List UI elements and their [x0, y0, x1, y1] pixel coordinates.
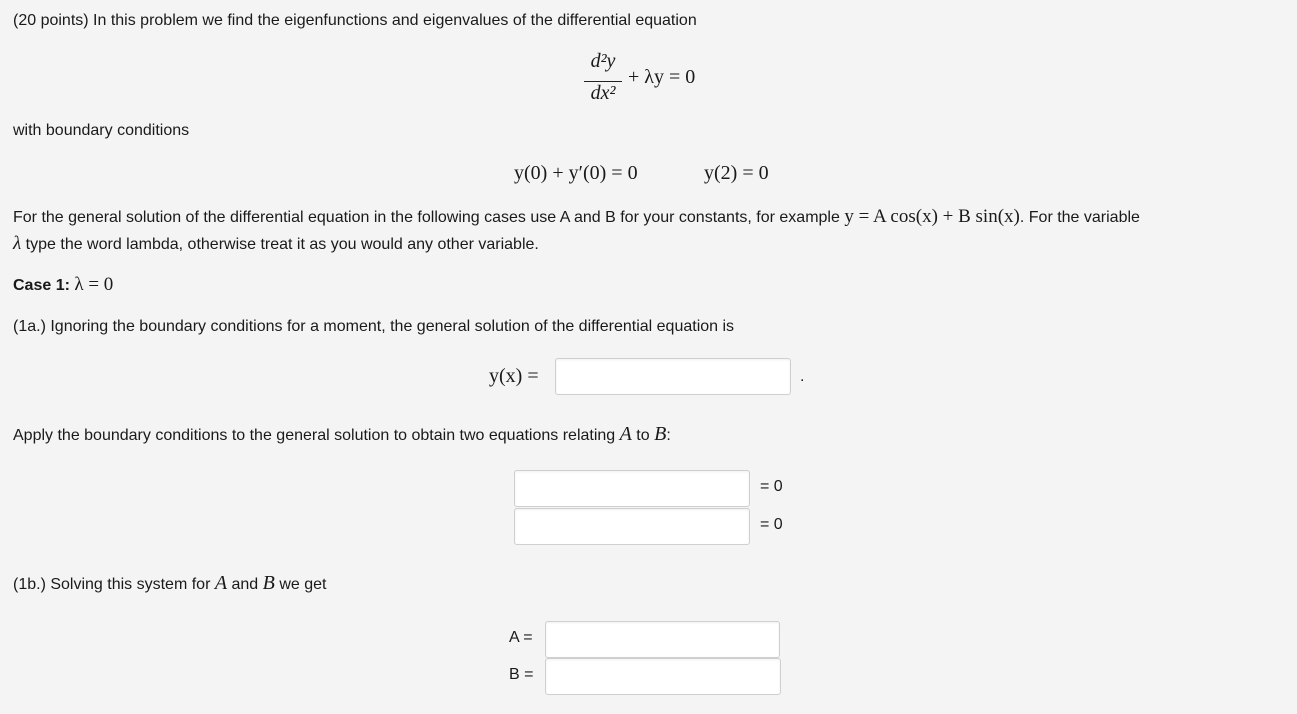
- bc-label: with boundary conditions: [13, 122, 190, 139]
- example-formula: y = A cos(x) + B sin(x): [844, 206, 1020, 227]
- apply-mid: to: [631, 427, 655, 444]
- apply-text: [13, 423, 671, 446]
- b-label: B =: [509, 666, 534, 683]
- apply-prefix: Apply the boundary conditions to the general solution to obtain two equations relating: [13, 427, 620, 444]
- q1b-end: we get: [274, 576, 327, 593]
- case1-math: λ = 0: [74, 274, 114, 295]
- apply-end: :: [666, 427, 671, 444]
- instructions-line2-text: type the word lambda, otherwise treat it as you would any other variable.: [21, 236, 539, 253]
- instructions-text: For the general solution of the differential equation in the following cases use A and B for your constants, for example: [13, 209, 845, 226]
- a-value-input[interactable]: [545, 621, 780, 658]
- q1b-prefix: (1b.) Solving this system for: [13, 576, 215, 593]
- q1a-lhs: y(x) =: [489, 365, 539, 387]
- q1a-trailing: .: [800, 368, 805, 385]
- ode-rest: + λy = 0: [628, 66, 696, 88]
- intro-text: (20 points) In this problem we find the eigenfunctions and eigenvalues of the differential equation: [13, 12, 697, 29]
- q1b-text: [13, 572, 326, 595]
- case1-label: Case 1:: [13, 277, 70, 294]
- ode-numerator: d²y: [590, 50, 616, 72]
- apply-var-a: A: [619, 423, 632, 445]
- q1b-var-a: A: [214, 572, 228, 594]
- case1-heading: [13, 274, 113, 296]
- b-value-input[interactable]: [545, 658, 781, 695]
- q1a-text: (1a.) Ignoring the boundary conditions for a moment, the general solution of the differential equation is: [13, 318, 735, 335]
- q1b-var-b: B: [262, 572, 275, 594]
- instructions-end: . For the variable: [1019, 209, 1140, 226]
- lambda-symbol: λ: [13, 233, 22, 254]
- eq2-rhs: = 0: [760, 516, 783, 533]
- bc-equation-2-input[interactable]: [514, 508, 750, 545]
- ode-denominator: dx²: [590, 82, 616, 104]
- q1b-mid: and: [227, 576, 263, 593]
- bc-equation-1-input[interactable]: [514, 470, 750, 507]
- general-solution-input[interactable]: [555, 358, 791, 395]
- instructions-line2: [13, 233, 539, 255]
- instructions-line1: [13, 206, 1140, 228]
- eq1-rhs: = 0: [760, 478, 783, 495]
- bc-right: y(2) = 0: [704, 162, 769, 184]
- apply-var-b: B: [654, 423, 667, 445]
- bc-left: y(0) + y′(0) = 0: [514, 162, 638, 184]
- a-label: A =: [509, 629, 533, 646]
- ode-fraction: [584, 50, 622, 106]
